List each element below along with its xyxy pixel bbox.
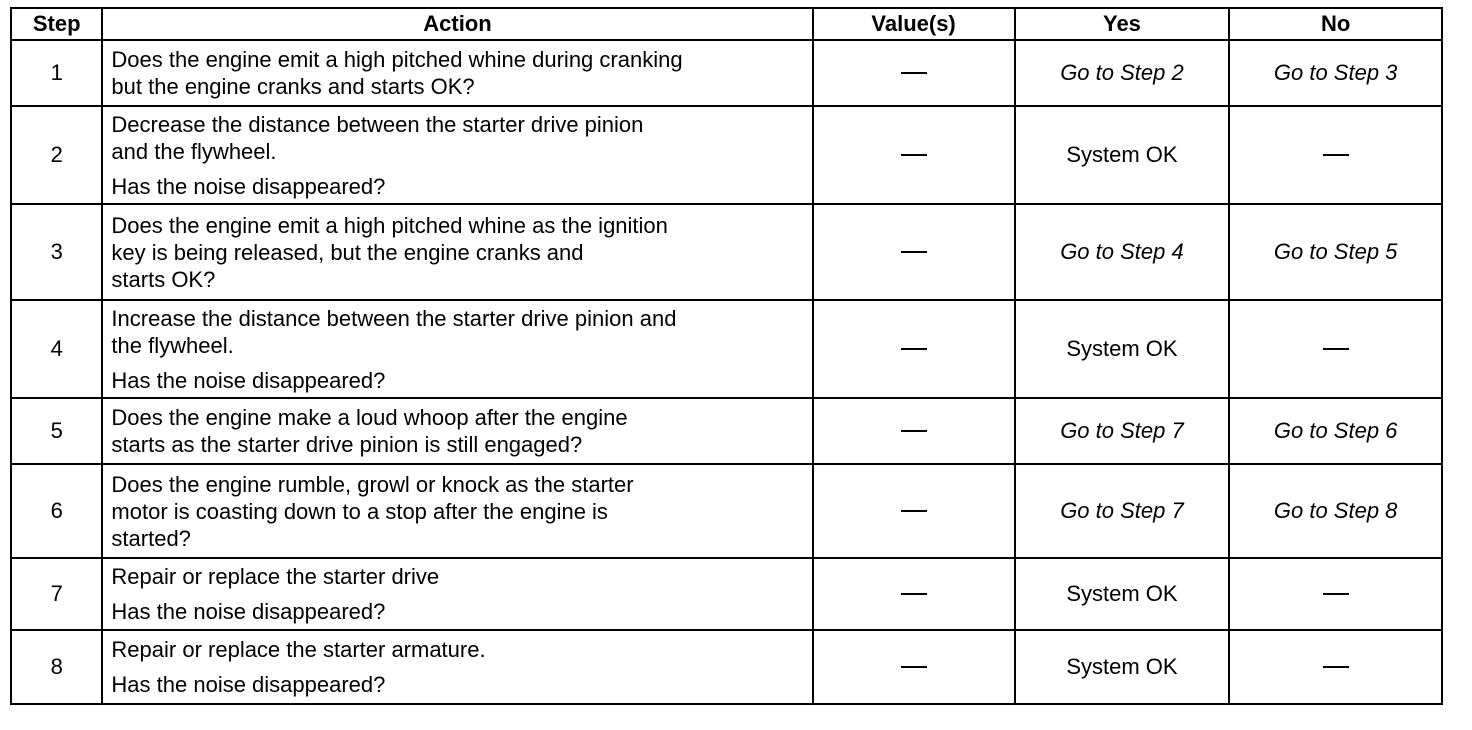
action-text: motor is coasting down to a stop after the engine is bbox=[111, 498, 608, 524]
yes-result: Go to Step 7 bbox=[1015, 398, 1230, 464]
action-question: Has the noise disappeared? bbox=[111, 173, 386, 199]
value-cell bbox=[813, 464, 1015, 558]
action-cell bbox=[102, 464, 812, 558]
value-dash bbox=[901, 348, 927, 350]
table-row bbox=[11, 398, 1442, 464]
table-row bbox=[11, 558, 1442, 630]
value-cell bbox=[813, 204, 1015, 300]
action-text: Does the engine make a loud whoop after the engine bbox=[111, 405, 628, 430]
step-number: 2 bbox=[11, 106, 102, 204]
no-result: Go to Step 6 bbox=[1229, 398, 1442, 464]
no-result bbox=[1229, 630, 1442, 704]
action-text: Increase the distance between the starter drive pinion and bbox=[111, 305, 677, 331]
table-row bbox=[11, 464, 1442, 558]
no-result: Go to Step 3 bbox=[1229, 40, 1442, 106]
action-cell bbox=[102, 630, 812, 704]
step-number: 4 bbox=[11, 300, 102, 398]
action-cell bbox=[102, 558, 812, 630]
action-cell bbox=[102, 398, 812, 464]
value-cell bbox=[813, 40, 1015, 106]
value-dash bbox=[901, 666, 927, 668]
header-step: Step bbox=[11, 8, 102, 40]
action-text: Does the engine rumble, growl or knock as the starter bbox=[111, 471, 634, 497]
action-text: Decrease the distance between the starter drive pinion bbox=[111, 111, 644, 137]
table-row bbox=[11, 630, 1442, 704]
value-cell bbox=[813, 300, 1015, 398]
step-number: 1 bbox=[11, 40, 102, 106]
value-cell bbox=[813, 106, 1015, 204]
step-number: 8 bbox=[11, 630, 102, 704]
value-dash bbox=[901, 72, 927, 74]
header-yes: Yes bbox=[1015, 8, 1230, 40]
no-dash bbox=[1323, 154, 1349, 156]
table-row bbox=[11, 40, 1442, 106]
header-no: No bbox=[1229, 8, 1442, 40]
value-dash bbox=[901, 430, 927, 432]
action-text: Does the engine emit a high pitched whine as the ignition bbox=[111, 212, 668, 238]
action-text: starts as the starter drive pinion is still engaged? bbox=[111, 432, 583, 457]
yes-result: System OK bbox=[1015, 106, 1230, 204]
yes-result: Go to Step 7 bbox=[1015, 464, 1230, 558]
table-row bbox=[11, 300, 1442, 398]
action-text: the flywheel. bbox=[111, 332, 234, 358]
action-cell bbox=[102, 300, 812, 398]
no-result: Go to Step 5 bbox=[1229, 204, 1442, 300]
header-action: Action bbox=[102, 8, 812, 40]
no-dash bbox=[1323, 593, 1349, 595]
step-number: 3 bbox=[11, 204, 102, 300]
action-text: Repair or replace the starter drive bbox=[111, 564, 440, 589]
action-text: and the flywheel. bbox=[111, 138, 277, 164]
action-text: but the engine cranks and starts OK? bbox=[111, 74, 475, 99]
action-text: starts OK? bbox=[111, 266, 216, 292]
no-result bbox=[1229, 558, 1442, 630]
value-dash bbox=[901, 593, 927, 595]
value-dash bbox=[901, 154, 927, 156]
value-dash bbox=[901, 510, 927, 512]
yes-result: System OK bbox=[1015, 300, 1230, 398]
yes-result: System OK bbox=[1015, 558, 1230, 630]
no-dash bbox=[1323, 666, 1349, 668]
step-number: 6 bbox=[11, 464, 102, 558]
action-cell bbox=[102, 106, 812, 204]
action-cell bbox=[102, 40, 812, 106]
action-cell bbox=[102, 204, 812, 300]
no-result bbox=[1229, 300, 1442, 398]
header-row bbox=[11, 8, 1442, 40]
action-text: Does the engine emit a high pitched whine during cranking bbox=[111, 47, 683, 72]
yes-result: Go to Step 2 bbox=[1015, 40, 1230, 106]
table-row bbox=[11, 106, 1442, 204]
no-result bbox=[1229, 106, 1442, 204]
action-question: Has the noise disappeared? bbox=[111, 672, 386, 697]
action-question: Has the noise disappeared? bbox=[111, 599, 386, 624]
action-question: Has the noise disappeared? bbox=[111, 367, 386, 393]
action-text: Repair or replace the starter armature. bbox=[111, 637, 486, 662]
action-text: started? bbox=[111, 525, 191, 551]
value-cell bbox=[813, 630, 1015, 704]
value-cell bbox=[813, 558, 1015, 630]
step-number: 5 bbox=[11, 398, 102, 464]
no-dash bbox=[1323, 348, 1349, 350]
value-dash bbox=[901, 251, 927, 253]
table-row bbox=[11, 204, 1442, 300]
step-number: 7 bbox=[11, 558, 102, 630]
yes-result: Go to Step 4 bbox=[1015, 204, 1230, 300]
header-values: Value(s) bbox=[813, 8, 1015, 40]
value-cell bbox=[813, 398, 1015, 464]
yes-result: System OK bbox=[1015, 630, 1230, 704]
action-text: key is being released, but the engine cranks and bbox=[111, 239, 584, 265]
no-result: Go to Step 8 bbox=[1229, 464, 1442, 558]
diagnostic-table bbox=[10, 7, 1443, 705]
